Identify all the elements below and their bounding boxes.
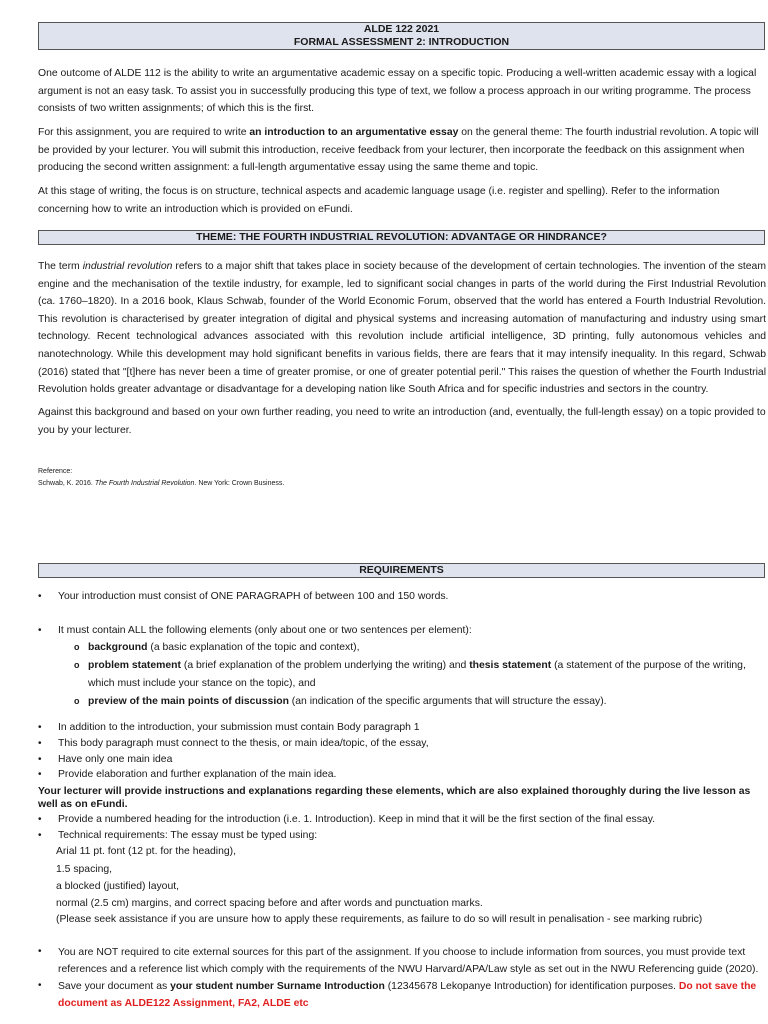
reference-author: Schwab, K. 2016. [38,480,95,487]
bullet-icon: • [38,722,42,733]
element-label: problem statement [88,660,181,671]
bullet-icon: • [38,830,42,841]
intro-p2-bold: an introduction to an argumentative essay [249,127,459,138]
theme-p1-italic: industrial revolution [82,261,173,272]
bullet-icon: • [38,625,42,636]
element-text [88,639,764,657]
reference-title: The Fourth Industrial Revolution [94,480,195,487]
element-label: background [88,642,148,653]
requirement-text: Provide elaboration and further explanation of the main idea. [58,769,337,780]
theme-heading: THEME: THE FOURTH INDUSTRIAL REVOLUTION: ADVANTAGE OR HINDRANCE? [38,230,765,245]
requirements-heading: REQUIREMENTS [38,563,765,578]
reference-publisher: . New York: Crown Business. [194,480,285,487]
requirement-item [38,978,764,1012]
requirement-item [38,736,764,753]
element-description: (a brief explanation of the problem underlying the writing) and [180,660,470,671]
assessment-title: FORMAL ASSESSMENT 2: INTRODUCTION [293,35,510,48]
requirement-text: You are NOT required to cite external sources for this part of the assignment. If you choose to include information from sources, you must provide text references and a reference list which comply with the requirements of the NWU Harvard/APA/Law style as set out in the NWU Referencing guide (2020). [58,947,759,975]
element-text [88,657,764,692]
intro-paragraph-1: One outcome of ALDE 112 is the ability to write an argumentative academic essay on a specific topic. Producing a well-written academic essay with a logical argument is not an easy task. To assist you in successfully producing this type of text, we follow a process approach in our writing programme. The process consists of two written assignments; of which this is the first. [38,68,757,115]
technical-requirement-layout: a blocked (justified) layout, [56,881,180,892]
requirement-item [38,944,764,978]
technical-requirement-spacing: 1.5 spacing, [56,864,113,875]
requirement-text: In addition to the introduction, your submission must contain Body paragraph 1 [58,722,420,733]
bullet-icon: • [38,946,42,957]
requirement-text: Technical requirements: The essay must be typed using: [58,830,318,841]
theme-p1-text: The term [38,261,83,272]
intro-paragraph-2 [38,124,766,177]
save-warning: Do not save the document as ALDE122 Assignment, FA2, ALDE etc [58,981,757,1009]
bullet-icon: • [38,591,42,602]
element-label: preview of the main points of discussion [88,696,289,707]
requirement-text: Your introduction must consist of ONE PARAGRAPH of between 100 and 150 words. [58,591,449,602]
requirement-item [38,828,764,845]
bullet-icon: • [38,738,42,749]
reference-label: Reference: [38,468,73,475]
intro-paragraph-3: At this stage of writing, the focus is on structure, technical aspects and academic language usage (i.e. register and spelling). Refer to the information concerning how to write an introduction which is provided on eFundi. [38,186,720,215]
element-description: (a basic explanation of the topic and context), [147,642,360,653]
element-item-problem-thesis [74,657,764,693]
theme-paragraph-2: Against this background and based on your own further reading, you need to write an introduction (and, eventually, the full-length essay) on a topic provided to you by your lecturer. [38,407,766,436]
lecturer-note: Your lecturer will provide instructions and explanations regarding these elements, which are also explained thoroughly during the live lesson as well as on eFundi. [38,786,751,810]
requirement-text [58,978,764,1012]
circle-bullet-icon: o [74,696,80,706]
circle-bullet-icon: o [74,642,80,652]
technical-requirement-margins: normal (2.5 cm) margins, and correct spacing before and after words and punctuation marks. [56,898,483,909]
element-description-2: (a statement of the purpose of the writing, which must include your stance on the topic), and [88,660,746,689]
requirement-text: It must contain ALL the following elements (only about one or two sentences per element): [58,625,472,636]
course-code-title: ALDE 122 2021 [363,23,440,35]
bullet-icon: • [38,814,42,825]
requirement-text: Provide a numbered heading for the introduction (i.e. 1. Introduction). Keep in mind that it will be the first section of the final essay. [58,814,656,825]
requirement-item [38,589,764,606]
intro-p2-text-end: on the general theme: The fourth industrial revolution. A topic will be provided by your lecturer. You will submit this introduction, receive feedback from your lecturer, then incorporate the feedback on this assignment when producing the second written assignment: a full-length argumentative essay using the same theme and topic. [38,127,759,174]
theme-p1-text-end: refers to a major shift that takes place in society because of the development of certain technologies. The invention of the steam engine and the mechanisation of the textile industry, for example, led to significant social changes in parts of the world during the First Industrial Revolution (ca. 1760–1820). In a 2016 book, Klaus Schwab, founder of the World Economic Forum, observed that the world has entered a Fourth Industrial Revolution. This revolution is characterised by greater integration of digital and physical systems and increasing automation of manufacturing and industry using smart technology. Recent technological advances associated with this revolution include artificial intelligence, 3D printing, fully autonomous vehicles and nanotechnology. While this development may hold significant benefits in various fields, there are fears that it may intensify inequality. In this regard, Schwab (2016) stated that "[t]here has never been a time of greater promise, or one of greater potential peril." This raises the question of whether the Fourth Industrial Revolution holds greater advantage or disadvantage for a developing nation like South Africa and for specific industries and sectors in the country. [38,261,766,396]
requirement-item [38,720,764,737]
requirement-item [38,623,764,640]
save-text-example: (12345678 Lekopanye Introduction) for identification purposes. [384,981,679,992]
theme-paragraph-1 [38,258,766,399]
intro-p2-text: For this assignment, you are required to write [38,127,250,138]
bullet-icon: • [38,754,42,765]
save-filename-format: your student number Surname Introduction [170,981,385,992]
element-text [88,693,764,711]
requirement-item [38,812,764,829]
reference-entry [38,478,284,489]
technical-requirement-note: (Please seek assistance if you are unsure how to apply these requirements, as failure to do so will result in penalisation - see marking rubric) [56,914,703,925]
element-label-2: thesis statement [469,660,552,671]
requirement-item [38,767,764,784]
element-item-background [74,639,764,657]
bullet-icon: • [38,980,42,991]
bullet-icon: • [38,769,42,780]
element-item-preview [74,693,764,711]
requirement-text: This body paragraph must connect to the thesis, or main idea/topic, of the essay, [58,738,429,749]
document-title-box [38,22,765,50]
technical-requirement-font: Arial 11 pt. font (12 pt. for the heading), [56,846,237,857]
circle-bullet-icon: o [74,660,80,670]
requirement-text: Have only one main idea [58,754,173,765]
save-text: Save your document as [58,981,171,992]
element-description: (an indication of the specific arguments that will structure the essay). [288,696,607,707]
